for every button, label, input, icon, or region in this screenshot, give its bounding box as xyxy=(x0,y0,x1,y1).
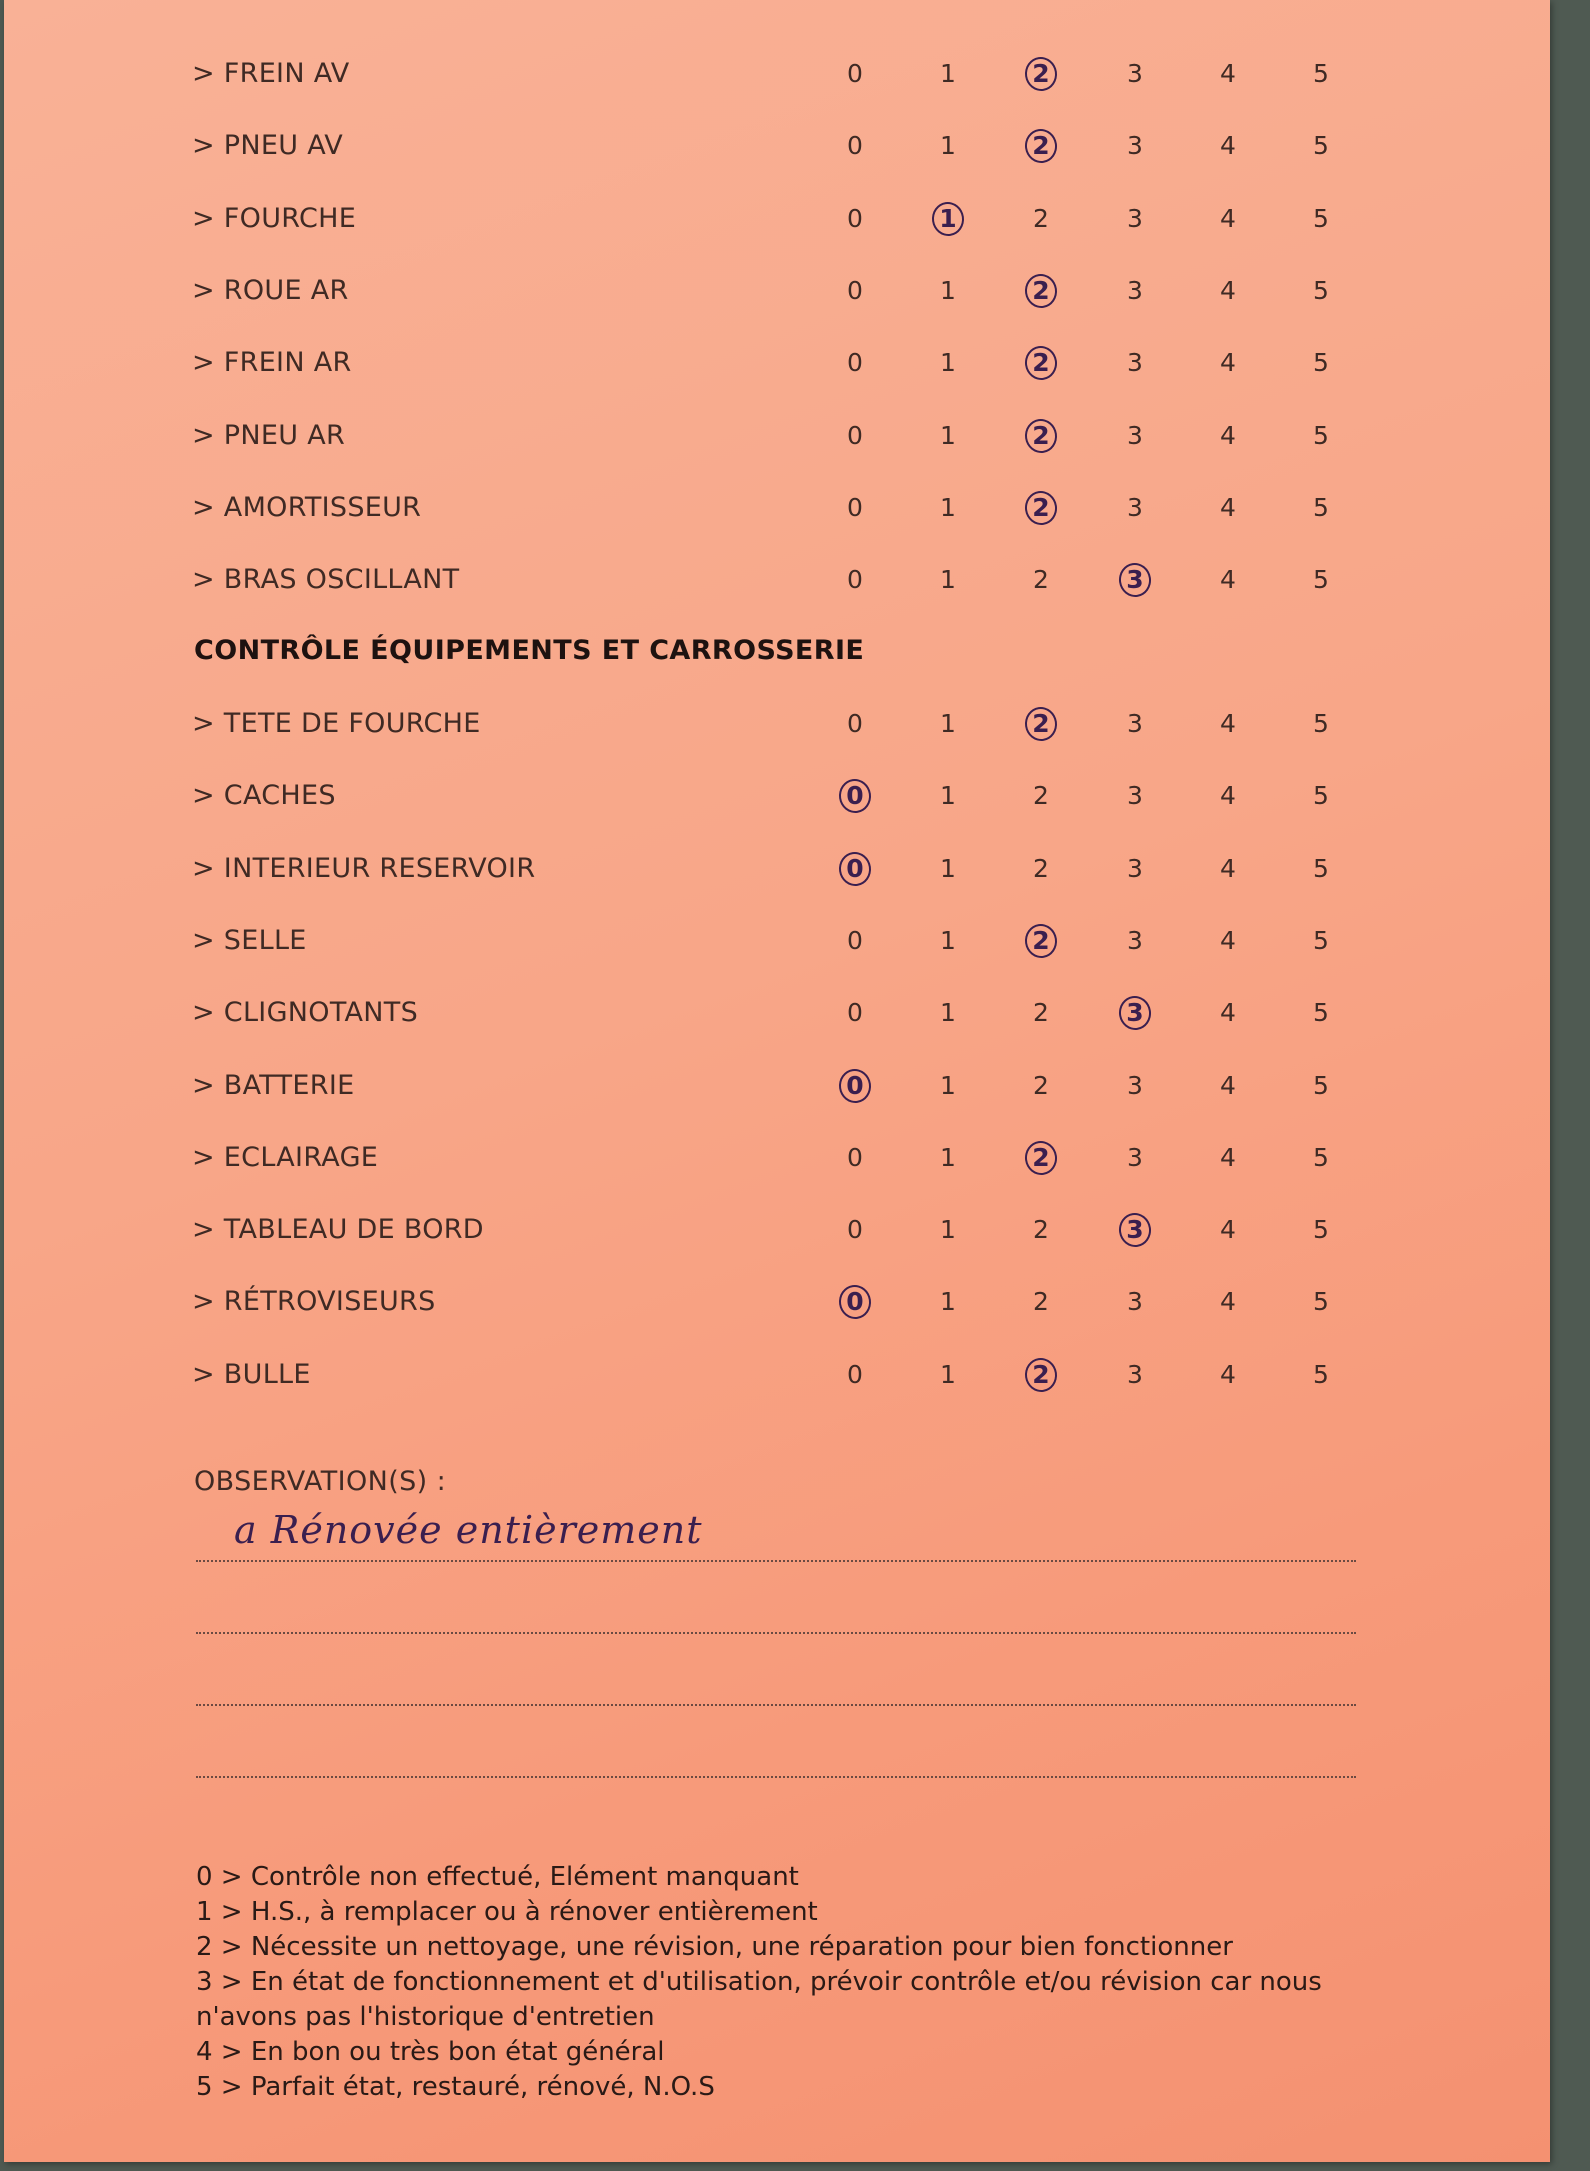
rating-row-label: > FREIN AR xyxy=(192,347,352,379)
score-option[interactable]: 4 xyxy=(1220,348,1236,378)
score-option[interactable]: 2 xyxy=(1033,1215,1049,1245)
score-option[interactable]: 4 xyxy=(1220,203,1236,233)
score-option[interactable]: 0 xyxy=(847,998,863,1028)
score-option[interactable]: 5 xyxy=(1313,1215,1329,1245)
score-option[interactable]: 1 xyxy=(940,348,956,378)
observation-line xyxy=(196,1560,1356,1562)
score-option[interactable]: 1 xyxy=(940,1142,956,1172)
score-option[interactable]: 4 xyxy=(1220,925,1236,955)
score-option[interactable]: 0 xyxy=(847,1215,863,1245)
observations-label: OBSERVATION(S) : xyxy=(194,1466,447,1497)
score-option[interactable]: 2 xyxy=(1033,853,1049,883)
score-option[interactable]: 1 xyxy=(940,565,956,595)
score-option[interactable]: 0 xyxy=(847,348,863,378)
score-option[interactable]: 4 xyxy=(1220,59,1236,88)
score-option[interactable]: 1 xyxy=(940,925,956,955)
score-option-selected[interactable]: 3 xyxy=(1115,550,1155,610)
score-option[interactable]: 5 xyxy=(1313,1359,1329,1389)
rating-row xyxy=(4,406,1550,466)
score-option[interactable]: 4 xyxy=(1220,1287,1236,1317)
score-option[interactable]: 4 xyxy=(1220,1359,1236,1389)
score-option[interactable]: 4 xyxy=(1220,709,1236,738)
score-option[interactable]: 5 xyxy=(1313,925,1329,955)
rating-row-label: > TABLEAU DE BORD xyxy=(192,1214,484,1246)
score-option-selected[interactable]: 2 xyxy=(1021,694,1061,754)
score-option[interactable]: 5 xyxy=(1313,59,1329,88)
score-option-selected[interactable]: 0 xyxy=(835,1272,875,1332)
rating-row xyxy=(4,694,1550,754)
score-option[interactable]: 1 xyxy=(940,275,956,305)
score-option[interactable]: 4 xyxy=(1220,781,1236,811)
rating-row xyxy=(4,261,1550,321)
score-option[interactable]: 3 xyxy=(1127,1287,1143,1317)
score-option[interactable]: 2 xyxy=(1033,1070,1049,1100)
score-option[interactable]: 0 xyxy=(847,203,863,233)
score-option[interactable]: 5 xyxy=(1313,348,1329,378)
score-option-selected[interactable]: 2 xyxy=(1021,1345,1061,1405)
rating-row xyxy=(4,839,1550,899)
score-option[interactable]: 1 xyxy=(940,1070,956,1100)
score-option[interactable]: 0 xyxy=(847,1359,863,1389)
score-option[interactable]: 3 xyxy=(1127,131,1143,161)
rating-row-label: > CLIGNOTANTS xyxy=(192,997,419,1029)
observation-line xyxy=(196,1704,1356,1706)
score-option[interactable]: 3 xyxy=(1127,781,1143,811)
score-option[interactable]: 1 xyxy=(940,853,956,883)
score-option[interactable]: 0 xyxy=(847,1142,863,1172)
score-option[interactable]: 4 xyxy=(1220,565,1236,595)
score-option[interactable]: 3 xyxy=(1127,59,1143,88)
score-option[interactable]: 4 xyxy=(1220,998,1236,1028)
score-option-selected[interactable]: 2 xyxy=(1021,116,1061,176)
rating-row xyxy=(4,44,1550,104)
score-option-selected[interactable]: 2 xyxy=(1021,333,1061,393)
score-option[interactable]: 4 xyxy=(1220,1070,1236,1100)
score-option[interactable]: 4 xyxy=(1220,853,1236,883)
rating-row xyxy=(4,116,1550,176)
legend-item-2: 2 > Nécessite un nettoyage, une révision, une réparation pour bien fonctionner xyxy=(196,1932,1233,1962)
score-option-selected[interactable]: 2 xyxy=(1021,911,1061,971)
score-option[interactable]: 3 xyxy=(1127,853,1143,883)
score-option[interactable]: 0 xyxy=(847,565,863,595)
rating-row xyxy=(4,1200,1550,1260)
rating-row xyxy=(4,333,1550,393)
score-option-selected[interactable]: 3 xyxy=(1115,983,1155,1043)
score-option-selected[interactable]: 1 xyxy=(928,189,968,249)
rating-row-label: > BULLE xyxy=(192,1358,311,1390)
legend-item-4: 4 > En bon ou très bon état général xyxy=(196,2037,665,2067)
score-option-selected[interactable]: 3 xyxy=(1115,1200,1155,1260)
score-option[interactable]: 3 xyxy=(1127,275,1143,305)
score-option[interactable]: 2 xyxy=(1033,565,1049,595)
observations-handwritten-text: a Rénovée entièrement xyxy=(234,1508,703,1552)
score-option-selected[interactable]: 2 xyxy=(1021,44,1061,104)
score-option[interactable]: 4 xyxy=(1220,1215,1236,1245)
score-option[interactable]: 5 xyxy=(1313,203,1329,233)
score-option-selected[interactable]: 0 xyxy=(835,766,875,826)
score-option[interactable]: 5 xyxy=(1313,781,1329,811)
score-option[interactable]: 5 xyxy=(1313,275,1329,305)
score-option[interactable]: 1 xyxy=(940,131,956,161)
score-option[interactable]: 2 xyxy=(1033,998,1049,1028)
score-option[interactable]: 5 xyxy=(1313,1142,1329,1172)
score-option[interactable]: 2 xyxy=(1033,203,1049,233)
score-option[interactable]: 0 xyxy=(847,925,863,955)
score-option[interactable]: 3 xyxy=(1127,1142,1143,1172)
rating-row-label: > RÉTROVISEURS xyxy=(192,1286,436,1318)
score-option[interactable]: 5 xyxy=(1313,853,1329,883)
score-option[interactable]: 5 xyxy=(1313,565,1329,595)
score-option[interactable]: 5 xyxy=(1313,492,1329,522)
score-option[interactable]: 4 xyxy=(1220,275,1236,305)
inspection-sheet xyxy=(4,0,1550,2162)
rating-row-label: > PNEU AR xyxy=(192,419,346,451)
score-option[interactable]: 5 xyxy=(1313,1070,1329,1100)
legend-item-1: 1 > H.S., à remplacer ou à rénover entièrement xyxy=(196,1897,818,1927)
legend-item-0: 0 > Contrôle non effectué, Elément manquant xyxy=(196,1862,799,1892)
rating-row xyxy=(4,1128,1550,1188)
legend-item-5: 5 > Parfait état, restauré, rénové, N.O.S xyxy=(196,2072,715,2102)
score-option[interactable]: 1 xyxy=(940,781,956,811)
rating-row-label: > AMORTISSEUR xyxy=(192,491,422,523)
score-option[interactable]: 0 xyxy=(847,275,863,305)
score-option[interactable]: 1 xyxy=(940,420,956,450)
score-option[interactable]: 0 xyxy=(847,420,863,450)
score-option[interactable]: 3 xyxy=(1127,709,1143,738)
score-option[interactable]: 5 xyxy=(1313,1287,1329,1317)
score-option[interactable]: 1 xyxy=(940,59,956,88)
rating-row-label: > FREIN AV xyxy=(192,58,350,89)
score-option[interactable]: 5 xyxy=(1313,131,1329,161)
rating-row-label: > INTERIEUR RESERVOIR xyxy=(192,852,536,884)
score-option[interactable]: 3 xyxy=(1127,1359,1143,1389)
score-option[interactable]: 1 xyxy=(940,1359,956,1389)
rating-row xyxy=(4,1272,1550,1332)
score-option[interactable]: 1 xyxy=(940,1215,956,1245)
observation-line xyxy=(196,1632,1356,1634)
score-option[interactable]: 3 xyxy=(1127,492,1143,522)
score-option[interactable]: 5 xyxy=(1313,709,1329,738)
rating-row xyxy=(4,1345,1550,1405)
rating-row-label: > SELLE xyxy=(192,924,307,956)
rating-row-label: > ROUE AR xyxy=(192,274,349,306)
score-option[interactable]: 3 xyxy=(1127,1070,1143,1100)
score-option[interactable]: 0 xyxy=(847,131,863,161)
rating-row xyxy=(4,189,1550,249)
rating-row-label: > BATTERIE xyxy=(192,1069,355,1101)
score-option-selected[interactable]: 0 xyxy=(835,1056,875,1116)
rating-row-label: > ECLAIRAGE xyxy=(192,1141,379,1173)
rating-row-label: > CACHES xyxy=(192,780,336,812)
score-option-selected[interactable]: 2 xyxy=(1021,1128,1061,1188)
score-option[interactable]: 5 xyxy=(1313,420,1329,450)
rating-row xyxy=(4,911,1550,971)
score-option-selected[interactable]: 2 xyxy=(1021,478,1061,538)
section-heading-equipment: CONTRÔLE ÉQUIPEMENTS ET CARROSSERIE xyxy=(194,635,865,666)
rating-row xyxy=(4,766,1550,826)
score-option[interactable]: 4 xyxy=(1220,1142,1236,1172)
score-option-selected[interactable]: 0 xyxy=(835,839,875,899)
rating-row xyxy=(4,550,1550,610)
score-option[interactable]: 1 xyxy=(940,492,956,522)
score-option[interactable]: 0 xyxy=(847,59,863,88)
score-option[interactable]: 3 xyxy=(1127,348,1143,378)
rating-row-label: > PNEU AV xyxy=(192,130,344,162)
score-option[interactable]: 2 xyxy=(1033,781,1049,811)
score-option[interactable]: 1 xyxy=(940,998,956,1028)
score-option[interactable]: 4 xyxy=(1220,492,1236,522)
rating-row xyxy=(4,478,1550,538)
score-option[interactable]: 3 xyxy=(1127,925,1143,955)
score-option[interactable]: 5 xyxy=(1313,998,1329,1028)
rating-row-label: > BRAS OSCILLANT xyxy=(192,564,460,596)
score-option[interactable]: 0 xyxy=(847,492,863,522)
rating-row xyxy=(4,1056,1550,1116)
score-option[interactable]: 2 xyxy=(1033,1287,1049,1317)
score-option[interactable]: 0 xyxy=(847,709,863,738)
score-option[interactable]: 4 xyxy=(1220,131,1236,161)
score-option[interactable]: 3 xyxy=(1127,420,1143,450)
score-option[interactable]: 1 xyxy=(940,709,956,738)
score-option-selected[interactable]: 2 xyxy=(1021,406,1061,466)
rating-row-label: > TETE DE FOURCHE xyxy=(192,708,481,739)
score-option[interactable]: 1 xyxy=(940,1287,956,1317)
rating-row xyxy=(4,983,1550,1043)
rating-row-label: > FOURCHE xyxy=(192,202,357,234)
score-option[interactable]: 4 xyxy=(1220,420,1236,450)
observation-line xyxy=(196,1776,1356,1778)
rating-legend xyxy=(196,1860,1396,2105)
score-option-selected[interactable]: 2 xyxy=(1021,261,1061,321)
legend-item-3: 3 > En état de fonctionnement et d'utilisation, prévoir contrôle et/ou révision car nous n'avons pas l'historique d'entretien xyxy=(196,1967,1322,2032)
score-option[interactable]: 3 xyxy=(1127,203,1143,233)
